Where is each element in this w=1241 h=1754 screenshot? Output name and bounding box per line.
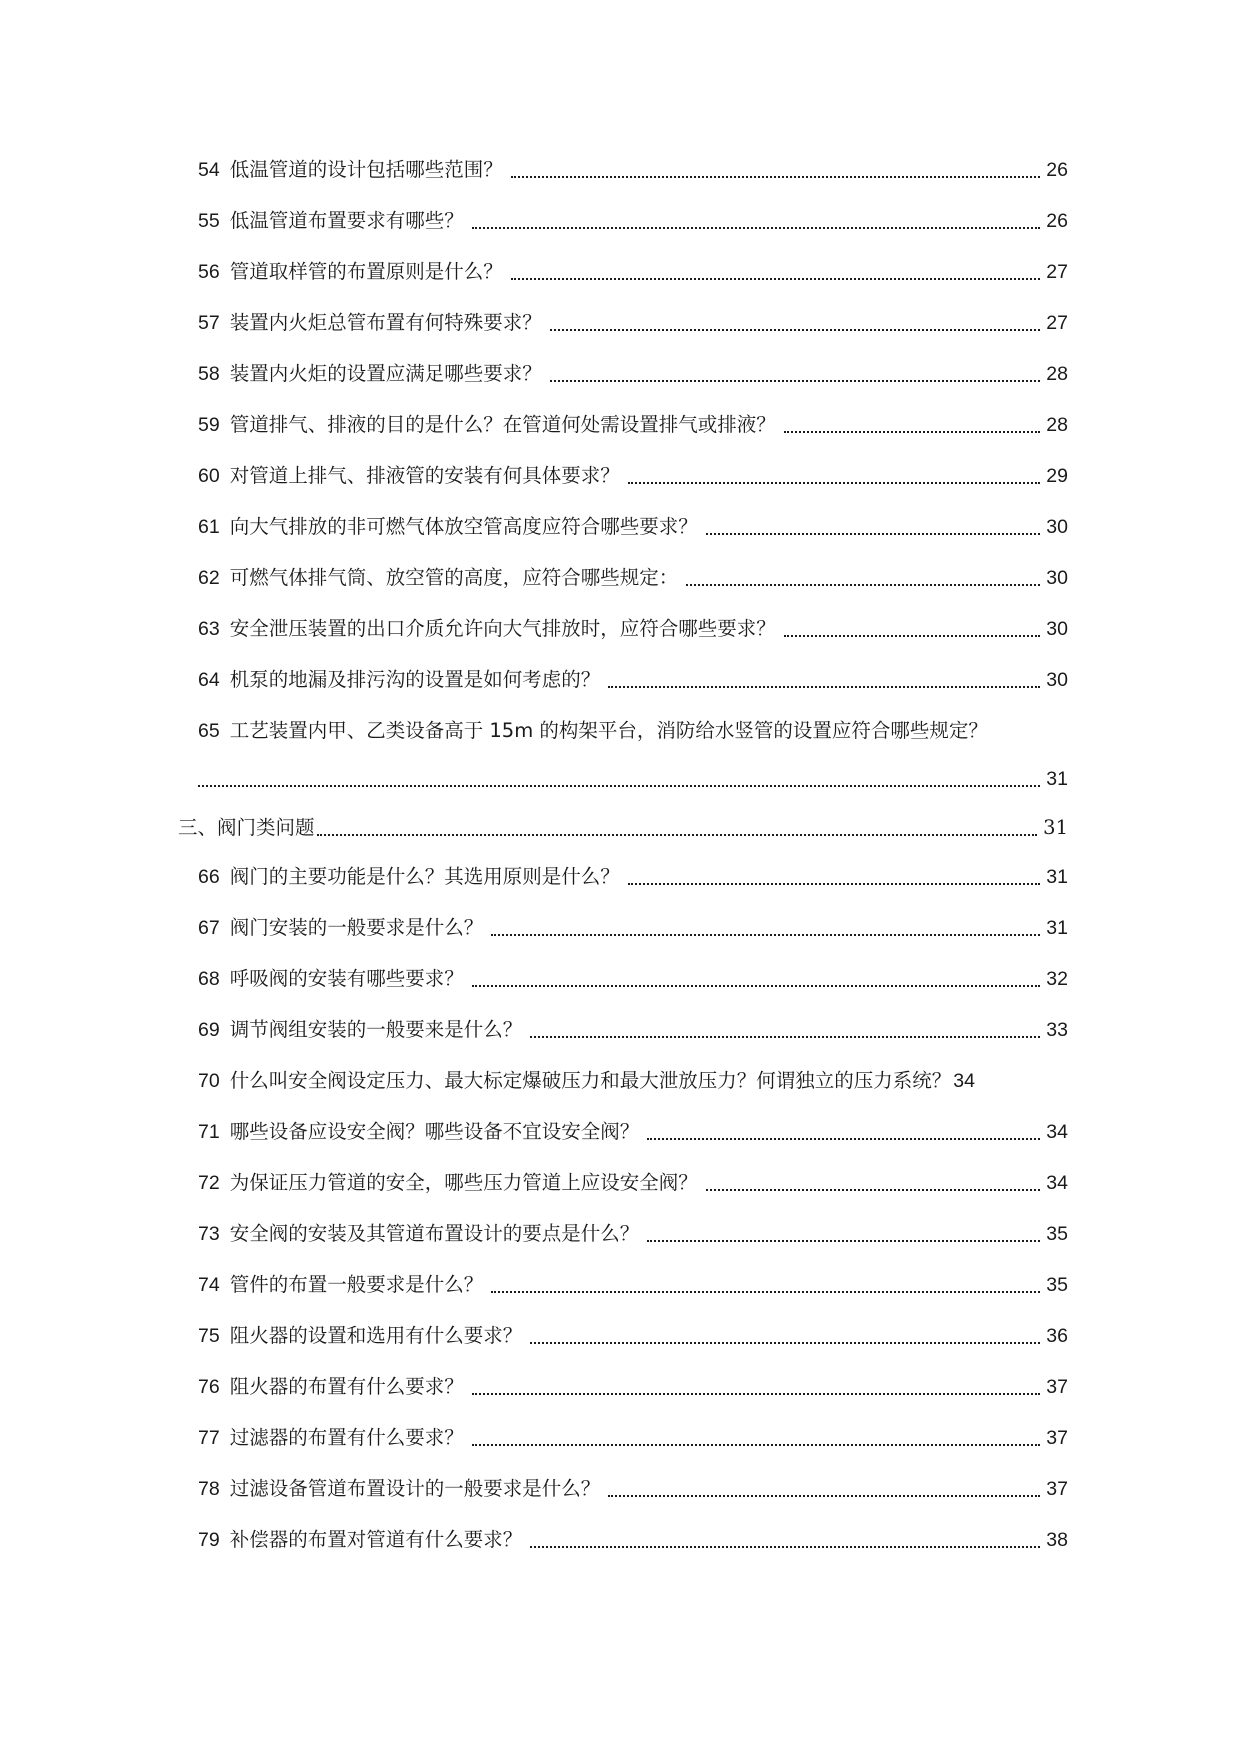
toc-entry-76[interactable] (198, 1372, 1068, 1402)
entry-number: 75 (198, 1325, 220, 1347)
toc-section-valves[interactable] (178, 813, 1068, 843)
toc-entry-79[interactable] (198, 1525, 1068, 1555)
dot-leader (530, 1341, 1040, 1344)
dot-leader (784, 430, 1041, 433)
entry-page: 31 (1046, 917, 1068, 939)
entry-title: 阀门的主要功能是什么？其选用原则是什么？ (229, 865, 620, 888)
entry-title: 什么叫安全阀设定压力、最大标定爆破压力和最大泄放压力？何谓独立的压力系统？ (229, 1069, 952, 1092)
entry-page: 26 (1046, 159, 1068, 181)
dot-leader (317, 833, 1038, 836)
entry-page: 30 (1046, 669, 1068, 691)
entry-number: 71 (198, 1121, 220, 1143)
dot-leader (647, 1239, 1040, 1242)
entry-number: 69 (198, 1019, 220, 1041)
entry-title: 工艺装置内甲、乙类设备高于 15m 的构架平台，消防给水竖管的设置应符合哪些规定？ (229, 719, 988, 742)
toc-entry-69[interactable] (198, 1015, 1068, 1045)
entry-title: 安全泄压装置的出口介质允许向大气排放时，应符合哪些要求？ (229, 617, 776, 640)
entry-number: 70 (198, 1070, 220, 1092)
dot-leader (706, 1188, 1041, 1191)
entry-title: 低温管道布置要求有哪些？ (229, 209, 464, 232)
entry-title: 可燃气体排气筒、放空管的高度，应符合哪些规定： (229, 566, 679, 589)
entry-number: 56 (198, 261, 220, 283)
entry-title: 过滤器的布置有什么要求？ (229, 1426, 464, 1449)
dot-leader (608, 685, 1040, 688)
entry-number: 68 (198, 968, 220, 990)
dot-leader (511, 277, 1041, 280)
entry-page: 34 (1046, 1121, 1068, 1143)
toc-entry-66[interactable] (198, 862, 1068, 892)
entry-page: 28 (1046, 414, 1068, 436)
entry-number: 78 (198, 1478, 220, 1500)
toc-entry-70[interactable] (198, 1066, 1098, 1096)
toc-entry-74[interactable] (198, 1270, 1068, 1300)
dot-leader (628, 481, 1041, 484)
entry-number: 62 (198, 567, 220, 589)
entry-number: 58 (198, 363, 220, 385)
toc-entry-57[interactable] (198, 308, 1068, 338)
dot-leader (491, 1290, 1040, 1293)
toc-entry-65[interactable] (198, 716, 1098, 746)
entry-number: 61 (198, 516, 220, 538)
section-title: 三、阀门类问题 (178, 816, 315, 839)
entry-title: 管道排气、排液的目的是什么？在管道何处需设置排气或排液？ (229, 413, 776, 436)
entry-page: 32 (1046, 968, 1068, 990)
dot-leader (686, 583, 1040, 586)
toc-entry-58[interactable] (198, 359, 1068, 389)
entry-page: 30 (1046, 516, 1068, 538)
dot-leader (472, 1443, 1041, 1446)
entry-page: 27 (1046, 312, 1068, 334)
dot-leader (472, 984, 1041, 987)
entry-title: 机泵的地漏及排污沟的设置是如何考虑的？ (229, 668, 601, 691)
entry-page: 28 (1046, 363, 1068, 385)
toc-entry-56[interactable] (198, 257, 1068, 287)
dot-leader (472, 226, 1041, 229)
entry-number: 74 (198, 1274, 220, 1296)
entry-title: 为保证压力管道的安全，哪些压力管道上应设安全阀？ (229, 1171, 698, 1194)
entry-page: 30 (1046, 567, 1068, 589)
entry-page: 31 (1046, 768, 1068, 790)
entry-page: 37 (1046, 1427, 1068, 1449)
toc-entry-78[interactable] (198, 1474, 1068, 1504)
entry-page: 36 (1046, 1325, 1068, 1347)
entry-title: 阻火器的布置有什么要求？ (229, 1375, 464, 1398)
toc-entry-59[interactable] (198, 410, 1068, 440)
entry-title: 低温管道的设计包括哪些范围？ (229, 158, 503, 181)
toc-entry-63[interactable] (198, 614, 1068, 644)
entry-number: 67 (198, 917, 220, 939)
section-page: 31 (1043, 816, 1068, 839)
dot-leader (550, 328, 1041, 331)
toc-entry-72[interactable] (198, 1168, 1068, 1198)
entry-number: 73 (198, 1223, 220, 1245)
entry-page: 35 (1046, 1274, 1068, 1296)
entry-page: 33 (1046, 1019, 1068, 1041)
entry-title: 管道取样管的布置原则是什么？ (229, 260, 503, 283)
entry-page: 26 (1046, 210, 1068, 232)
dot-leader (530, 1035, 1040, 1038)
entry-title: 装置内火炬总管布置有何特殊要求？ (229, 311, 542, 334)
dot-leader (491, 933, 1040, 936)
toc-entry-67[interactable] (198, 913, 1068, 943)
toc-entry-62[interactable] (198, 563, 1068, 593)
entry-page: 38 (1046, 1529, 1068, 1551)
entry-page: 30 (1046, 618, 1068, 640)
entry-number: 64 (198, 669, 220, 691)
dot-leader (530, 1545, 1040, 1548)
entry-title: 调节阀组安装的一般要来是什么？ (229, 1018, 523, 1041)
toc-entry-75[interactable] (198, 1321, 1068, 1351)
entry-number: 66 (198, 866, 220, 888)
entry-page: 37 (1046, 1376, 1068, 1398)
dot-leader (706, 532, 1041, 535)
entry-page: 37 (1046, 1478, 1068, 1500)
entry-number: 79 (198, 1529, 220, 1551)
entry-page: 35 (1046, 1223, 1068, 1245)
toc-entry-55[interactable] (198, 206, 1068, 236)
entry-number: 59 (198, 414, 220, 436)
entry-title: 补偿器的布置对管道有什么要求？ (229, 1528, 523, 1551)
entry-number: 76 (198, 1376, 220, 1398)
toc-entry-60[interactable] (198, 461, 1068, 491)
dot-leader (608, 1494, 1040, 1497)
dot-leader (198, 784, 1040, 787)
toc-entry-65-continuation[interactable] (198, 764, 1068, 794)
entry-title: 对管道上排气、排液管的安装有何具体要求？ (229, 464, 620, 487)
dot-leader (511, 175, 1041, 178)
toc-entry-68[interactable] (198, 964, 1068, 994)
entry-number: 65 (198, 720, 220, 742)
entry-title: 呼吸阀的安装有哪些要求？ (229, 967, 464, 990)
entry-title: 阀门安装的一般要求是什么？ (229, 916, 484, 939)
entry-number: 77 (198, 1427, 220, 1449)
toc-entry-77[interactable] (198, 1423, 1068, 1453)
entry-page: 27 (1046, 261, 1068, 283)
entry-title: 安全阀的安装及其管道布置设计的要点是什么？ (229, 1222, 640, 1245)
entry-title: 阻火器的设置和选用有什么要求？ (229, 1324, 523, 1347)
dot-leader (472, 1392, 1041, 1395)
entry-page: 34 (953, 1070, 975, 1092)
entry-title: 装置内火炬的设置应满足哪些要求？ (229, 362, 542, 385)
entry-title: 管件的布置一般要求是什么？ (229, 1273, 484, 1296)
dot-leader (550, 379, 1041, 382)
entry-number: 54 (198, 159, 220, 181)
toc-entry-54[interactable] (198, 155, 1068, 185)
entry-page: 31 (1046, 866, 1068, 888)
entry-title: 过滤设备管道布置设计的一般要求是什么？ (229, 1477, 601, 1500)
toc-entry-71[interactable] (198, 1117, 1068, 1147)
entry-number: 55 (198, 210, 220, 232)
dot-leader (647, 1137, 1040, 1140)
toc-entry-64[interactable] (198, 665, 1068, 695)
entry-number: 63 (198, 618, 220, 640)
entry-title: 向大气排放的非可燃气体放空管高度应符合哪些要求？ (229, 515, 698, 538)
entry-title: 哪些设备应设安全阀？哪些设备不宜设安全阀？ (229, 1120, 640, 1143)
dot-leader (628, 882, 1041, 885)
dot-leader (784, 634, 1041, 637)
entry-page: 34 (1046, 1172, 1068, 1194)
toc-entry-61[interactable] (198, 512, 1068, 542)
entry-number: 60 (198, 465, 220, 487)
toc-entry-73[interactable] (198, 1219, 1068, 1249)
entry-page: 29 (1046, 465, 1068, 487)
entry-number: 57 (198, 312, 220, 334)
entry-number: 72 (198, 1172, 220, 1194)
